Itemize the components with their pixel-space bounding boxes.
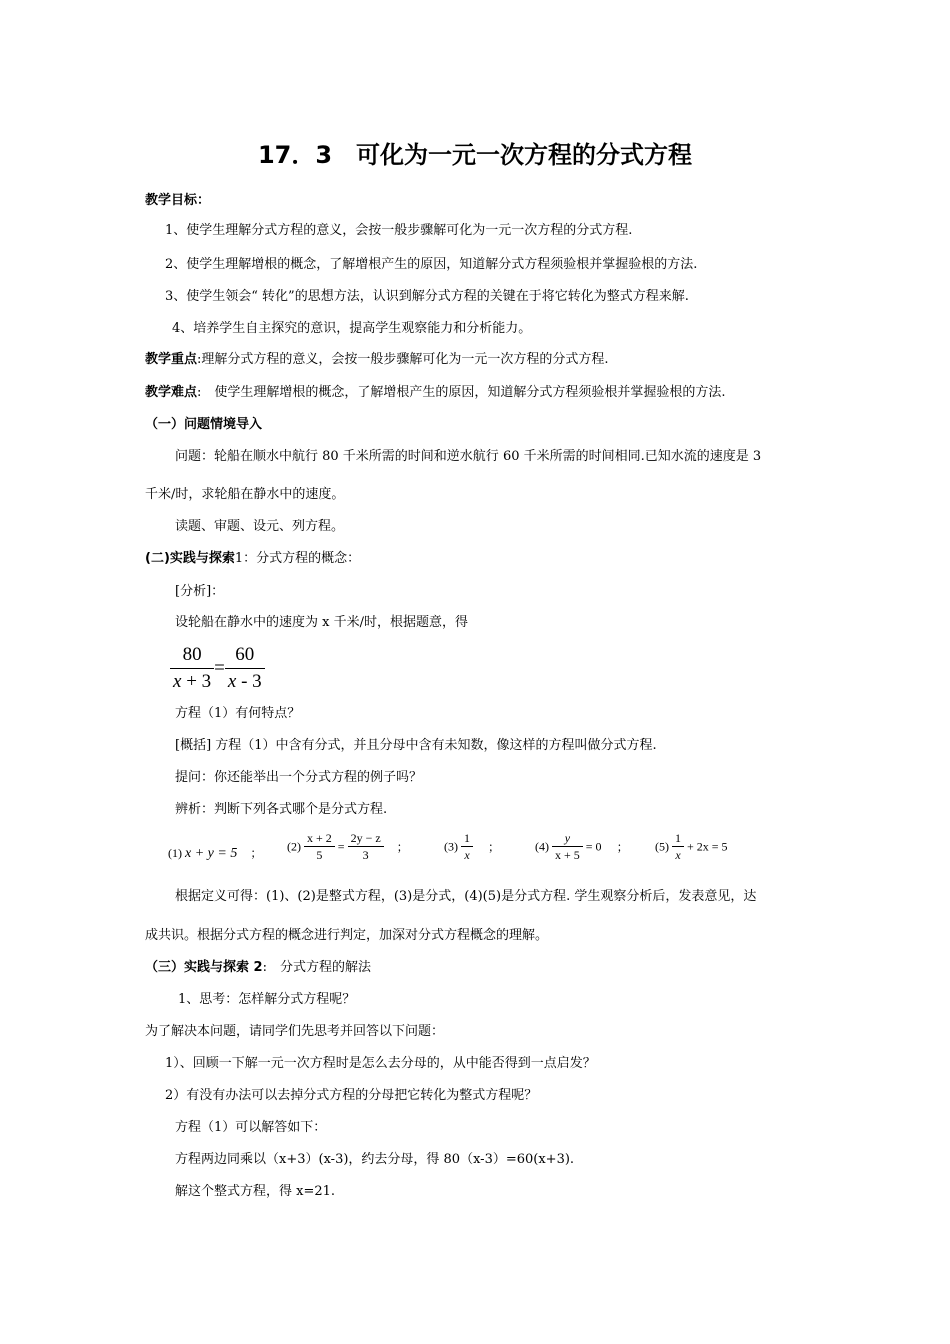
question-text: 提问：你还能举出一个分式方程的例子吗？ — [175, 770, 423, 785]
solution-line: 解这个整式方程，得 x=21. — [175, 1184, 336, 1199]
section2-heading-label: (二)实践与探索 — [145, 551, 235, 566]
separator: ； — [488, 839, 501, 854]
numerator — [552, 830, 583, 847]
setup-text: 设轮船在静水中的速度为 x 千米/时，根据题意，得 — [175, 615, 468, 630]
question-text: 2）有没有办法可以去掉分式方程的分母把它转化为整式方程呢？ — [165, 1088, 538, 1103]
numerator: 60 — [225, 642, 265, 669]
option-4 — [535, 830, 629, 863]
option-5 — [655, 830, 728, 863]
option-label: (4) — [535, 839, 549, 854]
numerator: 2y − z — [348, 830, 384, 847]
option-rest: = 0 — [585, 839, 602, 854]
equation-1 — [170, 642, 265, 695]
objective-item: 3、使学生领会“ 转化”的思想方法，认识到解分式方程的关键在于将它转化为整式方程来解. — [165, 289, 689, 304]
denominator-rest: - 3 — [236, 671, 262, 692]
option-expression: x + y = 5 — [185, 846, 238, 861]
key-point-label: 教学重点 — [145, 352, 198, 367]
denominator: 3 — [362, 848, 369, 862]
separator: ； — [616, 839, 629, 854]
option-rest: + 2x = 5 — [687, 839, 728, 854]
difficulty — [145, 384, 726, 402]
option-2 — [287, 830, 409, 863]
option-3 — [444, 830, 500, 863]
section3-heading-label: （三）实践与探索 2 — [145, 960, 263, 975]
section3-heading-rest: : 分式方程的解法 — [262, 960, 371, 975]
question-text: 方程（1）有何特点？ — [175, 706, 301, 721]
key-point-text: :理解分式方程的意义，会按一般步骤解可化为一元一次方程的分式方程. — [197, 352, 609, 367]
numerator: 80 — [170, 642, 214, 669]
fraction-right — [225, 642, 265, 695]
objectives-heading: 教学目标： — [145, 193, 211, 208]
question-text: 1）、回顾一下解一元一次方程时是怎么去分母的，从中能否得到一点启发？ — [165, 1056, 596, 1071]
option-label: (5) — [655, 839, 669, 854]
page-title: 17．3 可化为一元一次方程的分式方程 — [257, 141, 693, 169]
denominator — [461, 847, 473, 863]
solution-line: 方程两边同乘以（x+3）(x-3)，约去分母，得 80（x-3）=60(x+3). — [175, 1152, 575, 1167]
objective-item: 2、使学生理解增根的概念，了解增根产生的原因，知道解分式方程须验根并掌握验根的方法. — [165, 257, 698, 272]
fraction — [461, 830, 473, 863]
separator: ； — [250, 846, 263, 860]
option-1 — [168, 844, 262, 863]
option-label: (3) — [444, 839, 458, 854]
solution-line: 方程（1）可以解答如下： — [175, 1120, 327, 1135]
key-point — [145, 351, 609, 369]
denominator-rest: + 3 — [181, 671, 212, 692]
denominator: x + 5 — [555, 848, 580, 862]
fraction — [348, 830, 384, 863]
fraction — [304, 830, 335, 863]
intro-text: 为了解决本问题，请同学们先思考并回答以下问题： — [145, 1024, 445, 1039]
denominator: 5 — [316, 848, 323, 862]
numerator: 1 — [461, 830, 473, 847]
variable: x — [675, 848, 681, 862]
section2-heading — [145, 550, 360, 568]
option-label: (1) — [168, 846, 182, 860]
objective-item: 1、使学生理解分式方程的意义，会按一般步骤解可化为一元一次方程的分式方程. — [165, 223, 633, 238]
denominator — [170, 669, 214, 695]
denominator — [225, 669, 265, 695]
problem-line: 问题：轮船在顺水中航行 80 千米所需的时间和逆水航行 60 千米所需的时间相同.已知水流的速度是 3 — [175, 449, 762, 464]
fraction — [552, 830, 583, 863]
question-text: 辨析：判断下列各式哪个是分式方程. — [175, 802, 388, 817]
equals-sign: = — [337, 839, 345, 854]
section1-heading: （一）问题情境导入 — [145, 417, 263, 432]
variable: x — [227, 671, 237, 692]
section3-heading — [145, 959, 371, 977]
variable: x — [464, 848, 470, 862]
denominator — [672, 847, 684, 863]
problem-line: 千米/时，求轮船在静水中的速度。 — [145, 487, 345, 502]
section2-heading-rest: 1：分式方程的概念： — [234, 551, 361, 566]
numerator: x + 2 — [304, 830, 335, 847]
variable: x — [173, 671, 182, 692]
numerator: 1 — [672, 830, 684, 847]
separator: ； — [396, 839, 409, 854]
conclusion-line: 根据定义可得：(1)、(2)是整式方程，(3)是分式，(4)(5)是分式方程. 学生观察分析后，发表意见，达 — [175, 889, 757, 904]
difficulty-label: 教学难点 — [145, 385, 198, 400]
equals-sign: = — [214, 657, 225, 679]
difficulty-text: : 使学生理解增根的概念，了解增根产生的原因，知道解分式方程须验根并掌握验根的方法. — [197, 385, 726, 400]
objective-item: 4、培养学生自主探究的意识，提高学生观察能力和分析能力。 — [172, 321, 532, 336]
option-label: (2) — [287, 839, 301, 854]
fraction — [672, 830, 684, 863]
variable: y — [564, 831, 571, 845]
fraction-left — [170, 642, 214, 695]
summary-text: [概括] 方程（1）中含有分式，并且分母中含有未知数，像这样的方程叫做分式方程. — [175, 738, 657, 753]
steps-text: 读题、审题、设元、列方程。 — [175, 519, 345, 534]
think-text: 1、思考：怎样解分式方程呢？ — [178, 992, 356, 1007]
analysis-label: [分析]： — [175, 584, 225, 599]
conclusion-line: 成共识。根据分式方程的概念进行判定，加深对分式方程概念的理解。 — [145, 928, 549, 943]
